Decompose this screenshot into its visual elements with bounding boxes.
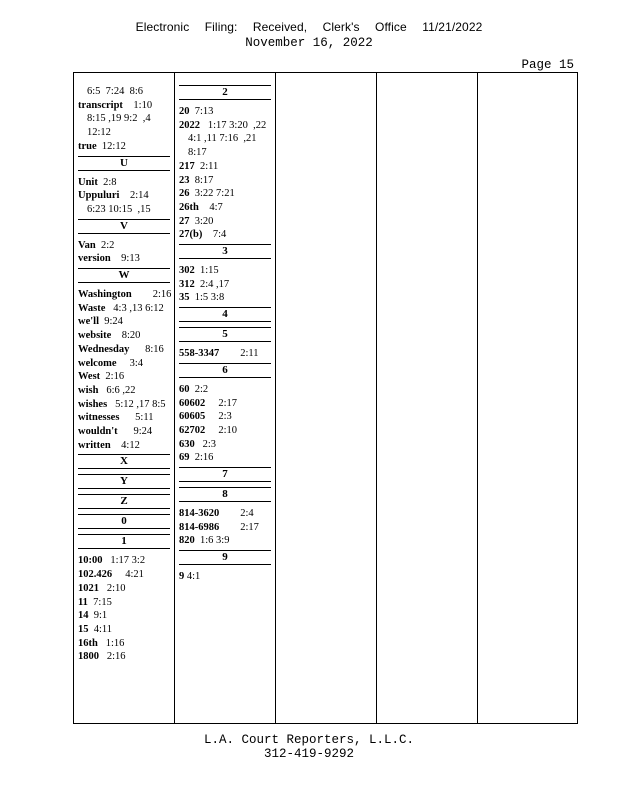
filing-word: Clerk's [322,20,360,34]
letter-header: 4 [179,307,271,322]
letter-header: 1 [78,534,170,549]
index-references: 2:4 ,17 [194,278,230,290]
index-word: Washington [78,289,132,301]
index-entry [78,411,170,425]
index-word: 20 [179,106,190,117]
index-word: Wednesday [78,343,130,355]
index-entry [179,534,271,548]
index-word: 23 [179,174,190,186]
index-entry [78,439,170,453]
index-references: 9:24 [117,426,153,438]
index-entry [179,174,271,188]
letter-header: Z [78,494,170,509]
letter-header: 6 [179,363,271,378]
index-entry [78,596,170,610]
index-entry [179,264,271,278]
index-word: 814-6986 [179,521,220,533]
index-entry-continuation: 8:15 ,19 9:2 ,4 [87,113,151,125]
index-references: 7:15 [87,596,112,608]
index-entry [78,99,170,113]
index-word: 302 [179,265,195,277]
index-column-1 [78,85,170,664]
index-word: 558-3347 [179,348,220,360]
index-references: 3:4 [116,357,144,369]
index-entry [179,215,271,229]
column-divider [477,73,478,723]
court-reporter-name: L.A. Court Reporters, L.L.C. [203,733,415,747]
index-word: wishes [78,398,108,410]
letter-header: X [78,454,170,469]
filing-word: Received, [252,20,308,34]
index-word: wouldn't [78,426,118,438]
index-word: 102.426 [78,569,113,581]
filing-word: Office [375,20,407,34]
index-references: 5:12 ,17 8:5 [107,398,166,410]
index-entry [179,438,271,452]
index-word: 9 [179,571,185,583]
index-entry [78,650,170,664]
letter-header: V [78,219,170,234]
index-word: 62702 [179,424,206,436]
letter-header: 2 [179,85,271,100]
index-entry [78,357,170,371]
index-references: 2:10 [99,582,126,594]
index-entry [179,383,271,397]
index-entry [179,119,271,133]
letter-header: 5 [179,327,271,342]
index-word: 27(b) [179,229,203,241]
filing-word: Electronic [135,20,190,34]
index-references: 6:6 ,22 [98,384,136,396]
index-word: written [78,439,111,451]
index-references: 2:17 [219,521,259,533]
index-references: 1:17 3:20 ,22 [200,119,267,131]
index-word: West [78,371,101,383]
index-word: we'll [78,316,99,328]
index-entry [78,288,170,302]
index-references: 1:17 3:2 [102,555,146,567]
index-references: 2:11 [219,348,259,360]
index-word: 10:00 [78,555,103,567]
word-index-frame [73,72,578,724]
letter-header: W [78,268,170,283]
index-references: 2:16 [99,651,126,663]
index-entry [78,554,170,568]
index-references: 2:2 [189,383,209,395]
index-entry-continuation: 12:12 [87,127,111,139]
index-entry [78,140,170,154]
letter-header: 0 [78,514,170,529]
index-entry [78,239,170,253]
index-references: 9:1 [88,610,108,622]
index-references: 3:20 [189,215,214,227]
index-entry [78,384,170,398]
index-references: 12:12 [96,140,126,152]
letter-header: 3 [179,244,271,259]
index-references: 2:14 [119,190,149,202]
index-entry [78,315,170,329]
index-entry [78,176,170,190]
index-entry [179,228,271,242]
index-word: 27 [179,215,190,227]
index-references: 7:13 [189,106,214,117]
column-divider [275,73,276,723]
index-entry [78,329,170,343]
index-references: 1:6 3:9 [194,535,230,547]
index-entry [78,343,170,357]
index-entry-continuation: 6:5 7:24 8:6 [87,86,144,97]
index-entry [78,623,170,637]
index-references: 4:12 [110,439,140,451]
page-number: Page 15 [521,58,574,72]
index-word: 820 [179,535,195,547]
index-word: true [78,140,97,152]
index-word: 14 [78,610,89,622]
index-entry [78,637,170,651]
index-word: Uppuluri [78,190,120,202]
index-entry [78,370,170,384]
index-word: 26 [179,188,190,200]
index-references: 4:21 [112,569,144,581]
index-entry-continuation: 6:23 10:15 ,15 [87,203,151,215]
index-references: 4:1 [184,571,201,583]
index-entry [179,451,271,465]
index-entry [179,570,271,584]
column-divider [174,73,175,723]
index-entry [179,187,271,201]
index-entry [179,521,271,535]
index-references: 2:11 [194,160,219,172]
index-word: 11 [78,596,88,608]
index-references: 3:22 7:21 [189,188,235,200]
filing-stamp [0,20,618,34]
index-word: 60602 [179,397,206,409]
index-references: 1:16 [97,637,125,649]
index-references: 8:20 [111,330,141,342]
letter-header: 7 [179,467,271,482]
index-word: transcript [78,99,123,111]
index-word: 814-3620 [179,508,220,520]
index-word: 217 [179,160,195,172]
index-entry [78,425,170,439]
index-word: website [78,330,112,342]
filing-date: 11/21/2022 [422,20,483,34]
index-references: 4:3 ,13 6:12 [105,302,164,314]
index-entry [179,397,271,411]
index-references: 2:16 [189,452,214,464]
index-word: welcome [78,357,117,369]
index-word: 35 [179,292,190,304]
filing-word: Filing: [204,20,238,34]
court-reporter-phone: 312-419-9292 [263,747,354,761]
index-entry [78,582,170,596]
index-entry [179,105,271,119]
index-word: witnesses [78,412,120,424]
index-references: 2:3 [205,411,232,423]
column-divider [376,73,377,723]
index-word: 60605 [179,411,206,423]
index-references: 2:3 [194,438,217,450]
index-references: 2:4 [219,508,254,520]
index-references: 1:15 [194,265,219,277]
index-entry [78,252,170,266]
index-entry-continuation: 4:1 ,11 7:16 ,21 [188,133,257,145]
index-entry [179,410,271,424]
index-word: Van [78,239,96,251]
index-references: 2:16 [131,289,172,301]
index-entry [179,424,271,438]
letter-header: 9 [179,550,271,565]
index-references: 5:11 [119,412,154,424]
index-entry [179,291,271,305]
index-word: 15 [78,623,89,635]
index-references: 1:10 [122,99,153,111]
index-word: 1800 [78,651,99,663]
index-references: 4:7 [198,201,223,213]
index-entry [78,609,170,623]
index-word: Unit [78,176,98,188]
index-word: Waste [78,302,106,314]
index-word: 60 [179,383,190,395]
index-word: 69 [179,452,190,464]
index-word: 26th [179,201,199,213]
index-references: 9:13 [110,253,140,265]
index-word: version [78,253,111,265]
index-entry [78,302,170,316]
index-references: 2:10 [205,424,238,436]
index-entry [78,568,170,582]
index-references: 8:17 [189,174,214,186]
index-entry [179,347,271,361]
letter-header: Y [78,474,170,489]
index-references: 2:16 [100,371,125,383]
index-references: 8:16 [129,343,164,355]
index-entry [179,201,271,215]
index-word: 312 [179,278,195,290]
index-entry [78,189,170,203]
index-references: 2:8 [97,176,117,188]
index-references: 2:2 [95,239,115,251]
index-entry [179,160,271,174]
index-word: 1021 [78,582,99,594]
index-word: 630 [179,438,195,450]
index-word: 2022 [179,119,200,131]
index-column-2 [179,85,271,584]
index-word: wish [78,384,99,396]
transcript-date: November 16, 2022 [245,36,373,50]
index-references: 4:11 [88,623,113,635]
index-references: 7:4 [202,229,227,241]
index-references: 1:5 3:8 [189,292,225,304]
letter-header: 8 [179,487,271,502]
index-references: 9:24 [99,316,123,328]
index-entry-continuation: 8:17 [188,147,207,159]
index-entry [179,278,271,292]
index-word: 16th [78,637,98,649]
index-references: 2:17 [205,397,238,409]
index-entry [179,507,271,521]
letter-header: U [78,156,170,171]
index-entry [78,398,170,412]
